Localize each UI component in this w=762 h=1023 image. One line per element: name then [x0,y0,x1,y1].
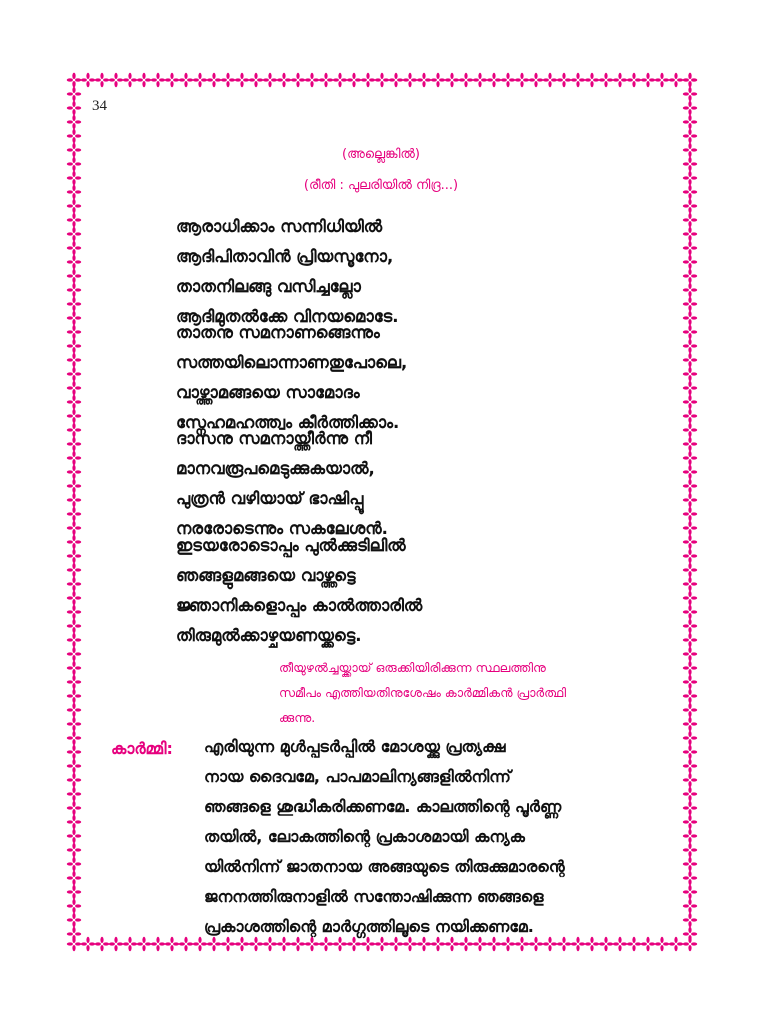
hymn-line: സത്തയിലൊന്നാണതുപോലെ, [176,353,408,372]
hymn-line: മാനവരൂപമെടുക്കുകയാൽ, [176,459,375,478]
page-number: 34 [92,98,107,114]
alternative-heading: (അല്ലെങ്കിൽ) [342,147,420,162]
hymn-line: ജ്ഞാനികളൊപ്പം കാൽത്താരിൽ [176,596,423,615]
hymn-line: താതനു സമനാണങ്ങെന്നും [176,323,380,342]
stanza [176,318,407,438]
prayer-line: നായ ദൈവമേ, പാപമാലിന്യങ്ങളിൽനിന്ന് [204,767,511,786]
rubric-line: ക്കുന്നു. [279,710,316,725]
stanza [176,424,388,544]
prayer-line: എരിയുന്ന മുൾപ്പടർപ്പിൽ മോശയ്ക്കു പ്രത്യക്ഷ [204,737,506,756]
hymn-line: ആദിപിതാവിൻ പ്രിയസൂനോ, [176,247,394,266]
hymn-line: തിരുമുൽക്കാഴ്ചയണയ്ക്കട്ടെ. [176,626,362,645]
hymn-line: താതനിലങ്ങു വസിച്ചല്ലോ [176,277,361,296]
prayer-line: പ്രകാശത്തിന്റെ മാർഗ്ഗത്തിലൂടെ നയിക്കണമേ. [204,917,534,936]
hymn-line: ഇടയരോടൊപ്പം പുൽക്കുടിലിൽ [176,536,406,555]
border-left-ornament [66,72,82,952]
stanza [176,531,422,651]
hymn-line: ഞങ്ങളുമങ്ങയെ വാഴ്ത്തട്ടെ [176,566,356,585]
speaker-label: കാർമ്മി: [111,739,173,758]
prayer-line: ഞങ്ങളെ ശുദ്ധീകരിക്കണമേ. കാലത്തിന്റെ പൂർണ്ണ [204,797,562,816]
hymn-line: ആരാധിക്കാം സന്നിധിയിൽ [176,217,383,236]
rubric-line: സമീപം എത്തിയതിനുശേഷം കാർമ്മികൻ പ്രാർത്ഥി [279,685,567,700]
rubric-line: തീയുഴൽച്ചയ്ക്കായ് ഒരുക്കിയിരിക്കുന്ന സ്ഥലത്തിനു [279,660,546,675]
prayer-line: യിൽനിന്ന് ജാതനായ അങ്ങയുടെ തിരുക്കുമാരന്റെ [204,857,565,876]
hymn-line: ദാസനു സമനായ്ത്തീർന്നു നീ [176,429,373,448]
hymn-line: പുത്രൻ വഴിയായ് ഭാഷിപ്പൂ [176,489,364,508]
border-top-ornament [66,72,698,88]
border-right-ornament [682,72,698,952]
prayer-text [204,732,664,942]
hymn-line: ആദിമുതൽക്കേ വിനയമൊടേ. [176,307,399,326]
rubric-instruction [279,655,679,730]
stanza [176,212,399,332]
hymn-line: നരരോടെന്നും സകലേശൻ. [176,519,388,538]
hymn-line: വാഴ്ത്താമങ്ങയെ സാമോദം [176,383,360,402]
hymn-line: സ്നേഹമഹത്ത്വം കീർത്തിക്കാം. [176,413,400,432]
prayer-line: തയിൽ, ലോകത്തിന്റെ പ്രകാശമായി കന്യക [204,827,525,846]
prayer-line: ജനനത്തിരുനാളിൽ സന്തോഷിക്കുന്ന ഞങ്ങളെ [204,887,544,906]
tune-heading: (രീതി : പുലരിയിൽ നിദ്ര...) [303,178,459,193]
